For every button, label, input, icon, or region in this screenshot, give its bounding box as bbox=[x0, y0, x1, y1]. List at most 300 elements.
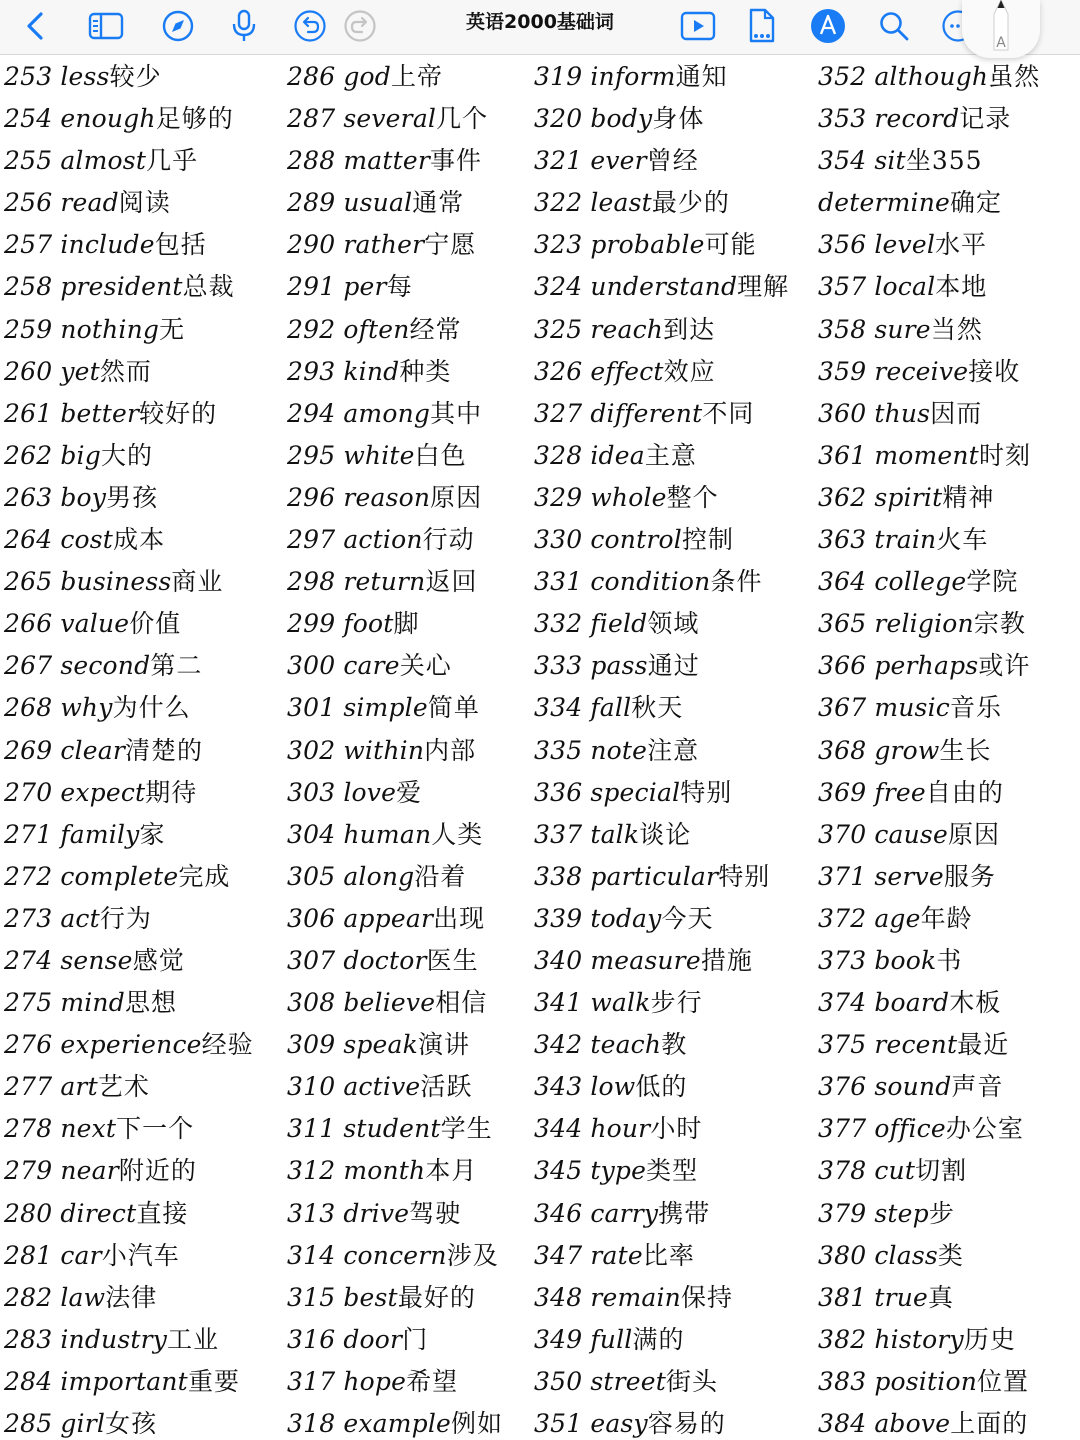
chinese-meaning: 整个 bbox=[666, 482, 719, 512]
word-entry bbox=[4, 730, 286, 772]
word-entry bbox=[4, 1361, 286, 1403]
chinese-meaning: 较少 bbox=[109, 62, 162, 91]
word-number: 321 bbox=[534, 146, 583, 176]
word-entry bbox=[4, 645, 286, 687]
english-word: low bbox=[590, 1072, 636, 1102]
english-word: sound bbox=[874, 1072, 952, 1102]
chinese-meaning: 秋天 bbox=[631, 693, 684, 723]
english-word: speak bbox=[343, 1030, 419, 1060]
english-word: carry bbox=[590, 1198, 659, 1228]
english-word: age bbox=[874, 903, 921, 933]
word-number: 305 bbox=[287, 861, 336, 891]
chinese-meaning: 满的 bbox=[632, 1324, 685, 1354]
back-chevron-icon[interactable] bbox=[14, 4, 58, 48]
chinese-meaning: 最好的 bbox=[397, 1282, 476, 1312]
chinese-meaning: 几乎 bbox=[146, 146, 199, 176]
word-number: 336 bbox=[534, 777, 583, 807]
word-entry bbox=[534, 1361, 818, 1403]
word-number: 307 bbox=[287, 945, 336, 975]
word-entry bbox=[818, 730, 1080, 772]
english-word: usual bbox=[343, 188, 413, 218]
english-word: sense bbox=[60, 945, 133, 975]
english-word: value bbox=[60, 609, 130, 639]
word-number: 338 bbox=[534, 861, 583, 891]
word-entry bbox=[4, 519, 286, 561]
word-number: 279 bbox=[4, 1156, 53, 1186]
word-number: 339 bbox=[534, 903, 583, 933]
word-number: 370 bbox=[818, 819, 867, 849]
word-entry bbox=[818, 393, 1080, 435]
english-word: example bbox=[343, 1409, 452, 1438]
chinese-meaning: 接收 bbox=[968, 356, 1021, 386]
english-word: car bbox=[60, 1240, 102, 1270]
word-number: 303 bbox=[287, 777, 336, 807]
word-entry bbox=[534, 982, 818, 1024]
word-entry bbox=[818, 603, 1080, 645]
word-entry bbox=[534, 309, 818, 351]
english-word: today bbox=[590, 903, 662, 933]
english-word: history bbox=[874, 1324, 964, 1354]
english-word: particular bbox=[590, 861, 719, 891]
word-entry bbox=[287, 1150, 533, 1192]
chinese-meaning: 经常 bbox=[409, 314, 462, 344]
english-word: per bbox=[343, 272, 387, 302]
chinese-meaning: 清楚的 bbox=[124, 735, 203, 765]
word-entry bbox=[534, 477, 818, 519]
chinese-meaning: 行为 bbox=[99, 903, 152, 933]
word-number: 289 bbox=[287, 188, 336, 218]
word-number: 323 bbox=[534, 230, 583, 260]
word-entry bbox=[818, 1403, 1080, 1440]
word-number: 335 bbox=[534, 735, 583, 765]
english-word: determine bbox=[818, 188, 950, 218]
chinese-meaning: 家 bbox=[139, 819, 166, 849]
chinese-meaning: 行动 bbox=[422, 525, 475, 555]
chinese-meaning: 类 bbox=[937, 1240, 964, 1270]
chinese-meaning: 几个 bbox=[436, 104, 489, 134]
word-entry bbox=[818, 982, 1080, 1024]
word-number: 267 bbox=[4, 651, 53, 681]
word-entry bbox=[818, 224, 1080, 266]
word-entry bbox=[287, 603, 533, 645]
english-word: music bbox=[874, 693, 950, 723]
chinese-meaning: 驾驶 bbox=[409, 1198, 462, 1228]
word-number: 358 bbox=[818, 314, 867, 344]
chinese-meaning: 水平 bbox=[935, 230, 988, 260]
word-number: 320 bbox=[534, 104, 583, 134]
word-entry bbox=[534, 98, 818, 140]
word-number: 272 bbox=[4, 861, 53, 891]
english-word: president bbox=[60, 272, 183, 302]
english-word: inform bbox=[590, 62, 676, 91]
chinese-meaning: 措施 bbox=[700, 945, 753, 975]
word-number: 306 bbox=[287, 903, 336, 933]
word-entry bbox=[287, 1361, 533, 1403]
english-word: thus bbox=[874, 398, 931, 428]
chinese-meaning: 男孩 bbox=[106, 482, 159, 512]
english-word: drive bbox=[343, 1198, 410, 1228]
word-number: 378 bbox=[818, 1156, 867, 1186]
word-entry bbox=[287, 814, 533, 856]
word-entry bbox=[534, 1150, 818, 1192]
english-word: law bbox=[60, 1282, 106, 1312]
chinese-meaning: 爱 bbox=[396, 777, 423, 807]
word-number: 293 bbox=[287, 356, 336, 386]
word-number: 350 bbox=[534, 1366, 583, 1396]
word-entry bbox=[534, 56, 818, 98]
word-number: 255 bbox=[4, 146, 53, 176]
word-entry bbox=[534, 730, 818, 772]
english-word: reach bbox=[590, 314, 664, 344]
word-number: 379 bbox=[818, 1198, 867, 1228]
word-entry bbox=[534, 1024, 818, 1066]
english-word: direct bbox=[60, 1198, 137, 1228]
chinese-meaning: 火车 bbox=[936, 525, 989, 555]
word-number: 261 bbox=[4, 398, 53, 428]
undo-icon[interactable] bbox=[288, 4, 332, 48]
chinese-meaning: 宁愿 bbox=[424, 230, 477, 260]
word-number: 314 bbox=[287, 1240, 336, 1270]
word-number: 365 bbox=[818, 609, 867, 639]
search-icon[interactable] bbox=[872, 4, 916, 48]
english-word: sure bbox=[874, 314, 931, 344]
word-number: 258 bbox=[4, 272, 53, 302]
word-entry bbox=[4, 603, 286, 645]
chinese-meaning: 其中 bbox=[430, 398, 483, 428]
word-entry bbox=[4, 140, 286, 182]
pencil-label: A bbox=[996, 35, 1006, 51]
word-number: 263 bbox=[4, 482, 53, 512]
english-word: action bbox=[343, 525, 423, 555]
word-entry bbox=[818, 182, 1080, 224]
word-number: 368 bbox=[818, 735, 867, 765]
chinese-meaning: 确定 bbox=[950, 188, 1003, 218]
word-entry bbox=[818, 1108, 1080, 1150]
chinese-meaning: 办公室 bbox=[945, 1114, 1024, 1144]
chinese-meaning: 事件 bbox=[429, 146, 482, 176]
word-entry bbox=[534, 393, 818, 435]
english-word: boy bbox=[60, 482, 107, 512]
word-number: 366 bbox=[818, 651, 867, 681]
chinese-meaning: 坐355 bbox=[905, 146, 983, 176]
word-number: 292 bbox=[287, 314, 336, 344]
english-word: office bbox=[874, 1114, 946, 1144]
english-word: position bbox=[874, 1366, 978, 1396]
word-number: 300 bbox=[287, 651, 336, 681]
word-entry bbox=[534, 266, 818, 308]
word-entry bbox=[4, 1235, 286, 1277]
chinese-meaning: 期待 bbox=[145, 777, 198, 807]
word-number: 359 bbox=[818, 356, 867, 386]
word-entry bbox=[287, 1277, 533, 1319]
chinese-meaning: 街头 bbox=[666, 1366, 719, 1396]
word-entry bbox=[534, 435, 818, 477]
chinese-meaning: 比率 bbox=[642, 1240, 695, 1270]
word-entry bbox=[4, 393, 286, 435]
word-entry bbox=[287, 140, 533, 182]
chinese-meaning: 特别 bbox=[718, 861, 771, 891]
word-entry bbox=[534, 351, 818, 393]
chinese-meaning: 到达 bbox=[663, 314, 716, 344]
word-number: 270 bbox=[4, 777, 53, 807]
word-entry bbox=[818, 309, 1080, 351]
play-icon[interactable] bbox=[676, 4, 720, 48]
chinese-meaning: 本月 bbox=[425, 1156, 478, 1186]
word-entry bbox=[534, 1193, 818, 1235]
word-number: 257 bbox=[4, 230, 53, 260]
word-number: 328 bbox=[534, 440, 583, 470]
english-word: probable bbox=[590, 230, 705, 260]
english-word: cost bbox=[60, 525, 114, 555]
chinese-meaning: 领域 bbox=[647, 609, 700, 639]
chinese-meaning: 服务 bbox=[943, 861, 996, 891]
word-number: 361 bbox=[818, 440, 867, 470]
chinese-meaning: 阅读 bbox=[118, 188, 171, 218]
english-word: easy bbox=[590, 1409, 648, 1438]
chinese-meaning: 总裁 bbox=[182, 272, 235, 302]
chinese-meaning: 完成 bbox=[178, 861, 231, 891]
word-entry bbox=[287, 519, 533, 561]
english-word: big bbox=[60, 440, 101, 470]
word-entry bbox=[287, 898, 533, 940]
chinese-meaning: 活跃 bbox=[420, 1072, 473, 1102]
word-entry bbox=[287, 1066, 533, 1108]
english-word: care bbox=[343, 651, 400, 681]
word-number: 375 bbox=[818, 1030, 867, 1060]
english-word: less bbox=[60, 62, 110, 91]
word-entry bbox=[287, 940, 533, 982]
english-word: include bbox=[60, 230, 155, 260]
chinese-meaning: 当然 bbox=[930, 314, 983, 344]
word-entry bbox=[818, 140, 1080, 182]
word-number: 316 bbox=[287, 1324, 336, 1354]
chinese-meaning: 成本 bbox=[113, 525, 166, 555]
word-number: 285 bbox=[4, 1409, 53, 1438]
english-word: record bbox=[874, 104, 960, 134]
word-number: 288 bbox=[287, 146, 336, 176]
chinese-meaning: 类型 bbox=[646, 1156, 699, 1186]
word-entry bbox=[818, 519, 1080, 561]
chinese-meaning: 较好的 bbox=[139, 398, 218, 428]
word-entry bbox=[4, 266, 286, 308]
word-entry bbox=[534, 1277, 818, 1319]
english-word: religion bbox=[874, 609, 974, 639]
word-entry bbox=[534, 561, 818, 603]
chinese-meaning: 低的 bbox=[635, 1072, 688, 1102]
word-column-2 bbox=[287, 56, 533, 1440]
word-number: 309 bbox=[287, 1030, 336, 1060]
chinese-meaning: 历史 bbox=[963, 1324, 1016, 1354]
sidebar-icon[interactable] bbox=[84, 4, 128, 48]
word-entry bbox=[4, 56, 286, 98]
english-word: nothing bbox=[60, 314, 160, 344]
chinese-meaning: 最少的 bbox=[651, 188, 730, 218]
word-entry bbox=[818, 1193, 1080, 1235]
chinese-meaning: 条件 bbox=[710, 567, 763, 597]
word-number: 348 bbox=[534, 1282, 583, 1312]
word-number: 302 bbox=[287, 735, 336, 765]
word-column-1 bbox=[4, 56, 286, 1440]
english-word: least bbox=[590, 188, 652, 218]
word-number: 333 bbox=[534, 651, 583, 681]
word-entry bbox=[4, 856, 286, 898]
word-entry bbox=[4, 1193, 286, 1235]
word-entry bbox=[287, 687, 533, 729]
english-word: pass bbox=[590, 651, 648, 681]
word-number: 354 bbox=[818, 146, 867, 176]
word-number: 283 bbox=[4, 1324, 53, 1354]
word-number: 294 bbox=[287, 398, 336, 428]
compass-icon[interactable] bbox=[156, 4, 200, 48]
word-entry bbox=[818, 645, 1080, 687]
word-entry bbox=[818, 561, 1080, 603]
english-word: expect bbox=[60, 777, 146, 807]
chinese-meaning: 年龄 bbox=[920, 903, 973, 933]
word-number: 363 bbox=[818, 525, 867, 555]
word-entry bbox=[818, 98, 1080, 140]
word-number: 310 bbox=[287, 1072, 336, 1102]
english-word: several bbox=[343, 104, 437, 134]
english-word: street bbox=[590, 1366, 666, 1396]
word-number: 273 bbox=[4, 903, 53, 933]
word-entry bbox=[4, 98, 286, 140]
chinese-meaning: 自由的 bbox=[925, 777, 1004, 807]
word-number: 337 bbox=[534, 819, 583, 849]
word-entry bbox=[287, 266, 533, 308]
word-number: 381 bbox=[818, 1282, 867, 1312]
english-word: whole bbox=[590, 482, 667, 512]
english-word: simple bbox=[343, 693, 428, 723]
chinese-meaning: 注意 bbox=[647, 735, 700, 765]
word-number: 296 bbox=[287, 482, 336, 512]
word-number: 295 bbox=[287, 440, 336, 470]
english-word: appear bbox=[343, 903, 434, 933]
word-entry bbox=[4, 687, 286, 729]
word-number: 259 bbox=[4, 314, 53, 344]
word-number: 347 bbox=[534, 1240, 583, 1270]
english-word: white bbox=[343, 440, 415, 470]
chinese-meaning: 人类 bbox=[431, 819, 484, 849]
english-word: enough bbox=[60, 104, 156, 134]
word-number: 318 bbox=[287, 1409, 336, 1438]
english-word: among bbox=[343, 398, 431, 428]
chinese-meaning: 学院 bbox=[966, 567, 1019, 597]
english-word: true bbox=[874, 1282, 929, 1312]
word-entry bbox=[818, 1066, 1080, 1108]
word-number: 274 bbox=[4, 945, 53, 975]
english-word: field bbox=[590, 609, 648, 639]
chinese-meaning: 不同 bbox=[702, 398, 755, 428]
word-entry bbox=[287, 772, 533, 814]
chinese-meaning: 原因 bbox=[430, 482, 483, 512]
english-word: spirit bbox=[874, 482, 943, 512]
word-entry bbox=[818, 435, 1080, 477]
word-entry bbox=[818, 477, 1080, 519]
english-word: complete bbox=[60, 861, 179, 891]
english-word: love bbox=[343, 777, 397, 807]
chinese-meaning: 通知 bbox=[675, 62, 728, 91]
word-number: 291 bbox=[287, 272, 336, 302]
english-word: although bbox=[874, 62, 989, 91]
word-number: 332 bbox=[534, 609, 583, 639]
word-entry bbox=[818, 814, 1080, 856]
english-word: measure bbox=[590, 945, 701, 975]
word-entry bbox=[287, 309, 533, 351]
chinese-meaning: 商业 bbox=[171, 567, 224, 597]
chinese-meaning: 书 bbox=[936, 945, 963, 975]
chinese-meaning: 小汽车 bbox=[101, 1240, 180, 1270]
chinese-meaning: 希望 bbox=[406, 1366, 459, 1396]
chinese-meaning: 或许 bbox=[978, 651, 1031, 681]
word-entry bbox=[818, 56, 1080, 98]
english-word: type bbox=[590, 1156, 647, 1186]
word-number: 268 bbox=[4, 693, 53, 723]
chinese-meaning: 返回 bbox=[425, 567, 478, 597]
chinese-meaning: 出现 bbox=[433, 903, 486, 933]
apple-pencil-indicator[interactable] bbox=[962, 0, 1040, 58]
chinese-meaning: 本地 bbox=[935, 272, 988, 302]
chinese-meaning: 简单 bbox=[427, 693, 480, 723]
chinese-meaning: 思想 bbox=[124, 988, 177, 1018]
english-word: almost bbox=[60, 146, 147, 176]
english-word: ever bbox=[590, 146, 647, 176]
markup-pen-icon[interactable] bbox=[806, 4, 850, 48]
english-word: believe bbox=[343, 988, 436, 1018]
chinese-meaning: 声音 bbox=[951, 1072, 1004, 1102]
word-number: 298 bbox=[287, 567, 336, 597]
chinese-meaning: 今天 bbox=[661, 903, 714, 933]
english-word: book bbox=[874, 945, 937, 975]
chinese-meaning: 主意 bbox=[644, 440, 697, 470]
english-word: along bbox=[343, 861, 415, 891]
word-entry bbox=[287, 561, 533, 603]
english-word: special bbox=[590, 777, 681, 807]
english-word: god bbox=[343, 62, 391, 91]
chinese-meaning: 经验 bbox=[201, 1030, 254, 1060]
chinese-meaning: 虽然 bbox=[988, 62, 1041, 91]
chinese-meaning: 学生 bbox=[440, 1114, 493, 1144]
word-entry bbox=[4, 1150, 286, 1192]
word-number: 360 bbox=[818, 398, 867, 428]
chinese-meaning: 曾经 bbox=[646, 146, 699, 176]
chinese-meaning: 女孩 bbox=[105, 1409, 158, 1438]
word-entry bbox=[534, 1108, 818, 1150]
word-number: 313 bbox=[287, 1198, 336, 1228]
word-entry bbox=[287, 1024, 533, 1066]
chinese-meaning: 通过 bbox=[647, 651, 700, 681]
english-word: condition bbox=[590, 567, 711, 597]
word-number: 290 bbox=[287, 230, 336, 260]
english-word: often bbox=[343, 314, 410, 344]
word-entry bbox=[4, 1277, 286, 1319]
word-column-3 bbox=[534, 56, 818, 1440]
word-number: 324 bbox=[534, 272, 583, 302]
word-number: 346 bbox=[534, 1198, 583, 1228]
export-document-icon[interactable] bbox=[740, 4, 784, 48]
english-word: grow bbox=[874, 735, 940, 765]
word-number: 284 bbox=[4, 1366, 53, 1396]
word-number: 356 bbox=[818, 230, 867, 260]
redo-icon[interactable] bbox=[338, 4, 382, 48]
chinese-meaning: 涉及 bbox=[446, 1240, 499, 1270]
microphone-icon[interactable] bbox=[222, 4, 266, 48]
chinese-meaning: 演讲 bbox=[418, 1030, 471, 1060]
english-word: full bbox=[590, 1324, 633, 1354]
word-entry bbox=[4, 477, 286, 519]
english-word: month bbox=[343, 1156, 426, 1186]
english-word: effect bbox=[590, 356, 664, 386]
english-word: foot bbox=[343, 609, 394, 639]
